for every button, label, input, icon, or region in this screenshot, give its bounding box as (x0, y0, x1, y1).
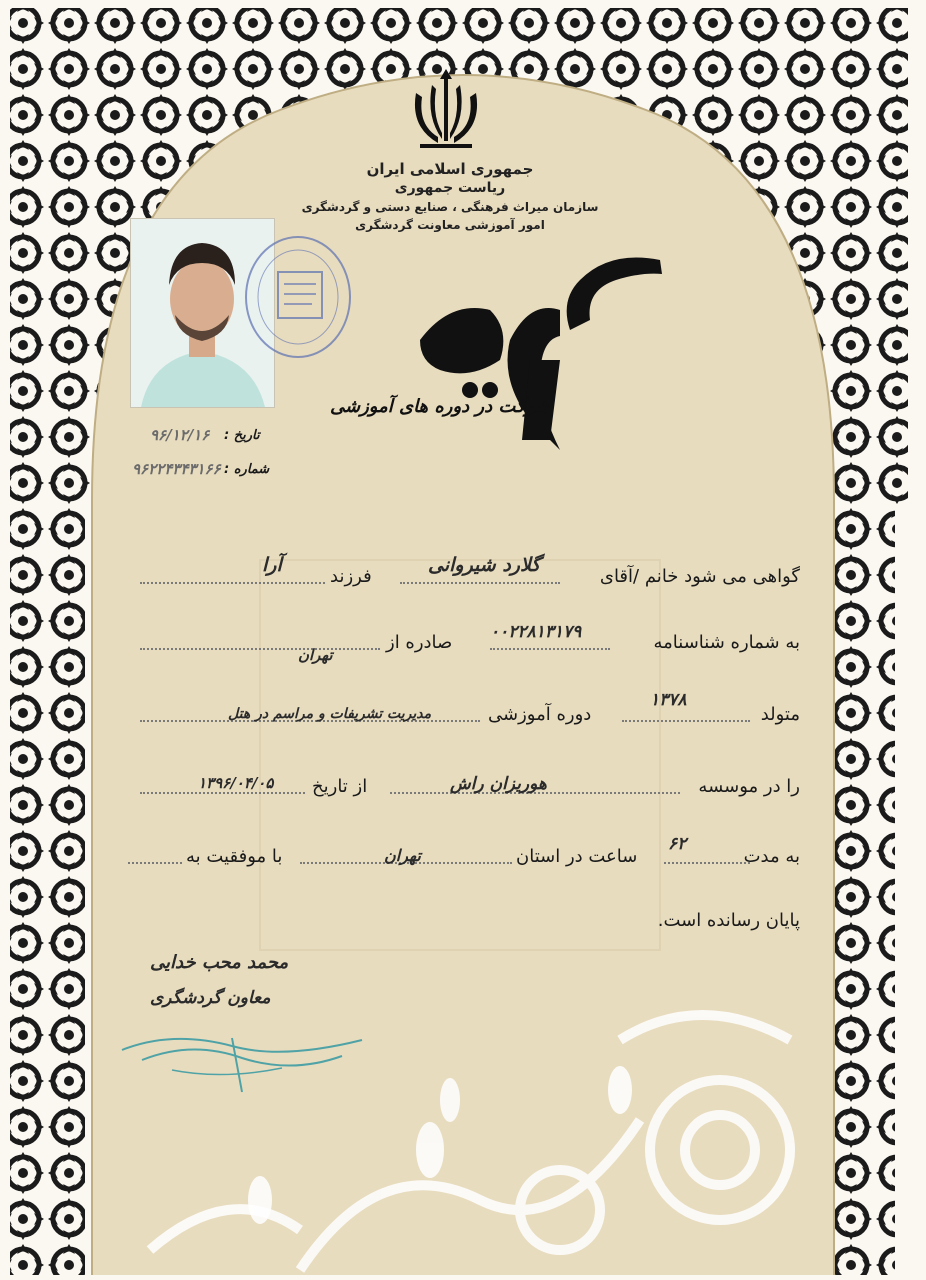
line2-dots-id (490, 648, 610, 650)
father-name: آرا (262, 554, 282, 576)
number-label: شماره : (224, 462, 270, 477)
certificate-title-calligraphy (410, 240, 670, 470)
line4-from-label: از تاریخ (312, 776, 368, 797)
line5-hours-label: ساعت در استان (516, 846, 638, 867)
handwritten-signature (112, 1020, 372, 1100)
line5-dots-tail (128, 862, 182, 864)
header-organization: سازمان میراث فرهنگی ، صنایع دستی و گردشگری (301, 200, 599, 214)
course-name: مدیریت تشریفات و مراسم در هتل (228, 706, 432, 722)
birth-year: ۱۳۷۸ (650, 690, 687, 710)
id-number: ۰۰۲۲۸۱۳۱۷۹ (490, 622, 582, 642)
province-name: تهران (384, 846, 421, 865)
header-presidency: ریاست جمهوری (394, 180, 506, 196)
line2-prefix: به شماره شناسنامه (653, 632, 800, 653)
line3-born-label: متولد (760, 704, 800, 725)
line5-duration-label: به مدت (743, 846, 800, 867)
header-department: امور آموزشی معاونت گردشگری (355, 218, 545, 232)
recipient-name: گلارد شیروانی (428, 554, 541, 576)
line1-dots-name (400, 582, 560, 584)
date-value: ۹۶/۱۲/۱۶ (150, 426, 210, 444)
certificate-subtitle: شرکت در دوره های آموزشی (330, 396, 550, 417)
line1-child-label: فرزند (330, 566, 372, 587)
course-start-date: ۱۳۹۶/۰۴/۰۵ (198, 774, 274, 792)
official-stamp (240, 232, 352, 362)
issued-city: تهران (298, 646, 333, 664)
certificate-title (520, 248, 523, 249)
institute-name: هوریزان راش (450, 774, 547, 794)
signatory-position: معاون گردشگری (150, 988, 271, 1008)
line5-dots-hours (664, 862, 750, 864)
line1-dots-father (140, 582, 325, 584)
signatory-name: محمد محب خدایی (150, 952, 289, 973)
course-hours: ۶۲ (668, 834, 687, 854)
line1-prefix: گواهی می شود خانم /آقای (599, 566, 800, 587)
line3-course-label: دوره آموزشی (488, 704, 592, 725)
date-label: تاریخ : (224, 428, 260, 443)
line4-dots-date (140, 792, 305, 794)
line6-end: پایان رسانده است. (657, 910, 800, 931)
line5-success-label: با موفقیت به (186, 846, 283, 867)
line4-institute-label: را در موسسه (698, 776, 800, 797)
header-country: جمهوری اسلامی ایران (366, 160, 534, 178)
number-value: ۹۶۲۲۴۳۴۳۱۶۶ (132, 460, 221, 478)
line2-dots-city (140, 648, 380, 650)
line3-dots-year (622, 720, 750, 722)
line2-issued-label: صادره از (386, 632, 453, 653)
